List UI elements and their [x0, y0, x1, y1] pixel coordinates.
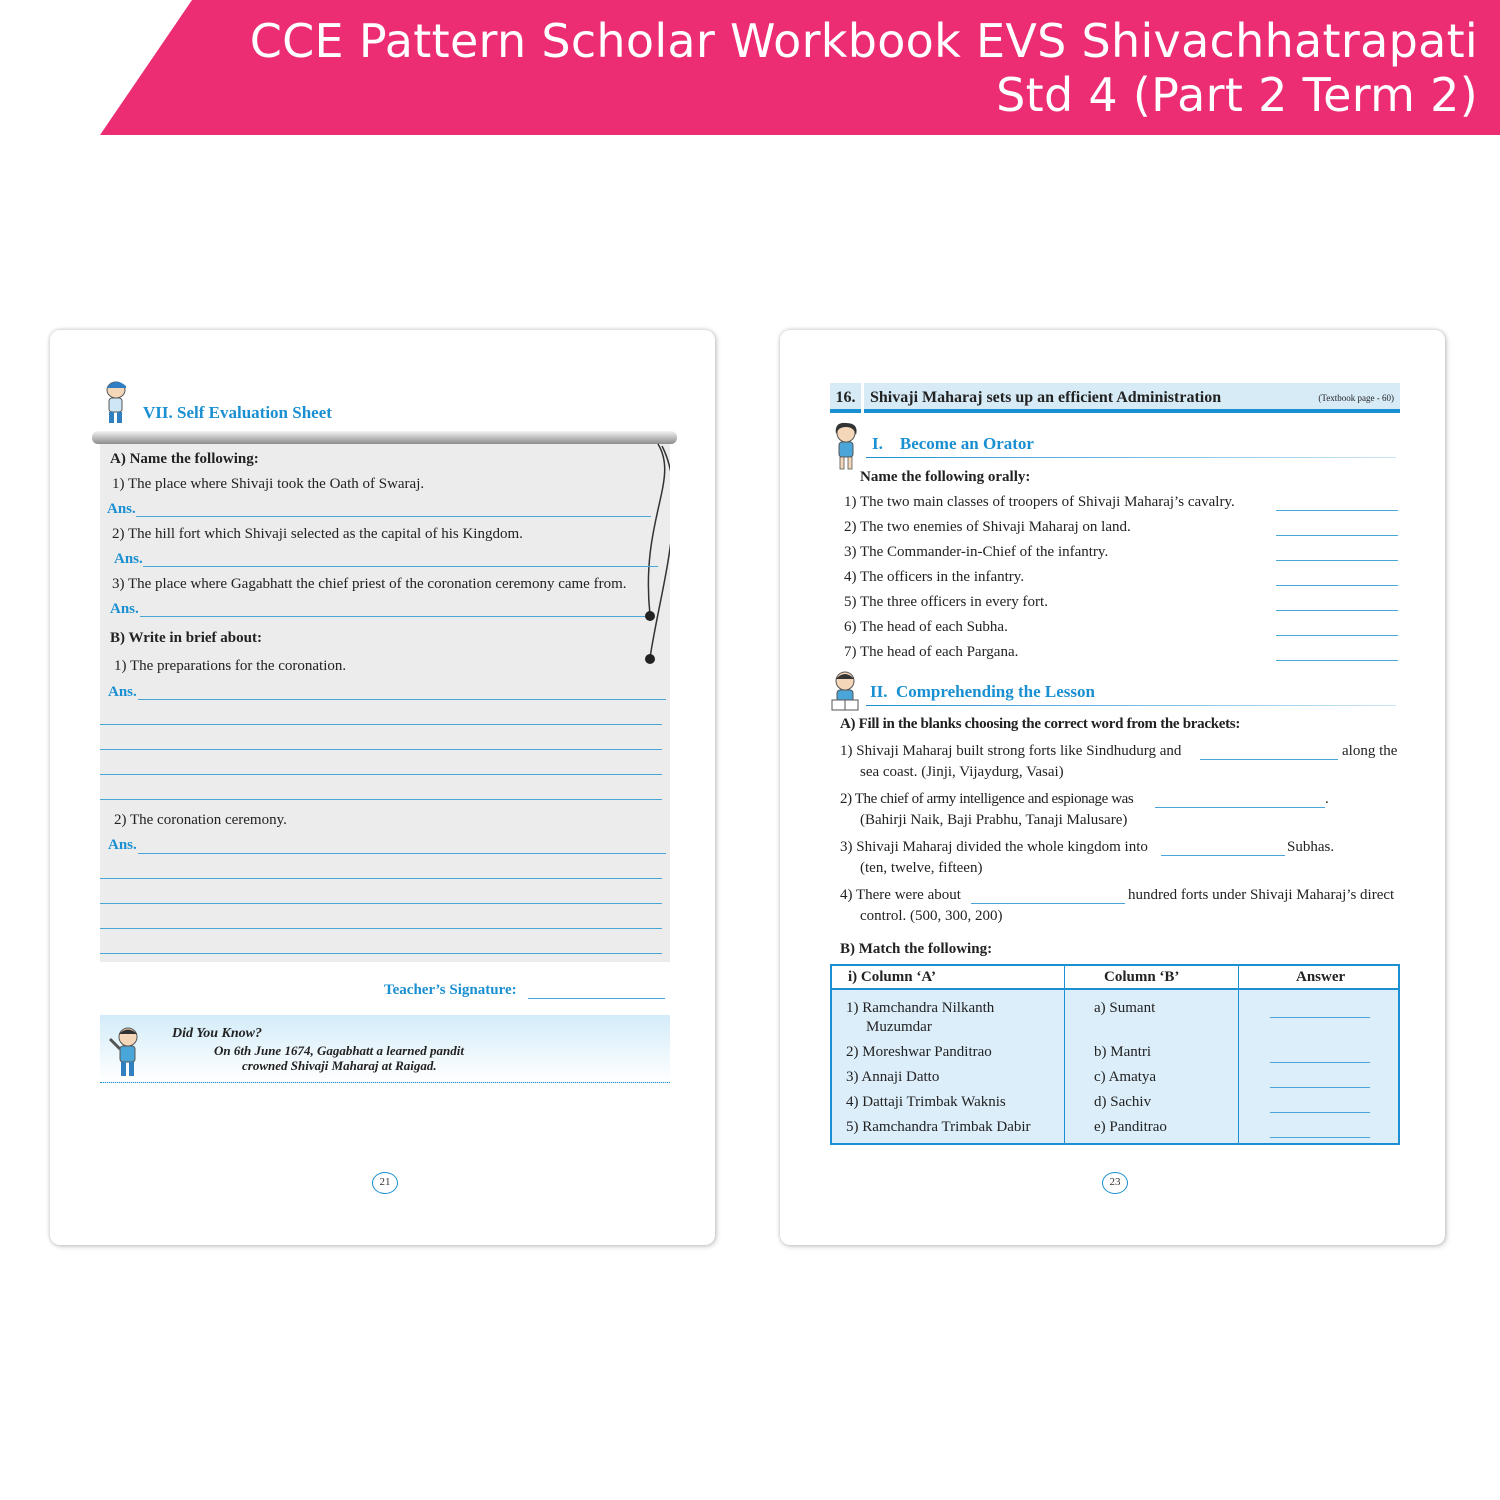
workbook-page-23: [780, 330, 1445, 1245]
match-table-header: [832, 966, 1398, 990]
fill-question-options: sea coast. (Jinji, Vijaydurg, Vasai): [860, 764, 1064, 780]
section-number: VII.: [143, 403, 173, 422]
section-underline: [866, 457, 1396, 458]
table-divider: [1238, 966, 1239, 1143]
answer-line[interactable]: [136, 516, 651, 517]
section-number: I.: [872, 434, 883, 453]
ans-label: Ans.: [107, 501, 136, 517]
question-item: 2) The coronation ceremony.: [114, 812, 287, 828]
answer-line[interactable]: [1276, 560, 1398, 561]
answer-line[interactable]: [100, 878, 662, 879]
title-banner: [0, 0, 1500, 135]
fill-blank[interactable]: [1155, 807, 1325, 808]
signature-line[interactable]: [528, 998, 665, 999]
write-brief-heading: B) Write in brief about:: [110, 630, 262, 646]
column-b-item: e) Panditrao: [1094, 1119, 1167, 1135]
fill-question-options: control. (500, 300, 200): [860, 908, 1003, 924]
section-number: II.: [870, 682, 888, 701]
boy-reading-icon: [828, 670, 862, 714]
scroll-string-decoration: [610, 440, 670, 670]
oral-question: 1) The two main classes of troopers of Shivaji Maharaj’s cavalry.: [844, 494, 1235, 510]
answer-line[interactable]: [100, 724, 662, 725]
ans-label: Ans.: [114, 551, 143, 567]
section-title: Comprehending the Lesson: [895, 682, 1095, 701]
match-table: [830, 964, 1400, 1145]
column-b-item: c) Amatya: [1094, 1069, 1157, 1085]
ans-label: Ans.: [108, 837, 137, 853]
section-title: Self Evaluation Sheet: [177, 403, 332, 422]
fill-question: 1) Shivaji Maharaj built strong forts like Sindhudurg and: [840, 743, 1182, 759]
fill-question: 4) There were about: [840, 887, 961, 903]
banner-title-line2: Std 4 (Part 2 Term 2): [996, 68, 1478, 122]
answer-line[interactable]: [100, 928, 662, 929]
chapter-heading: [830, 383, 1400, 413]
name-orally-heading: Name the following orally:: [860, 469, 1031, 485]
did-you-know-box: [100, 1015, 670, 1083]
answer-blank[interactable]: [1270, 1017, 1370, 1018]
fill-question: .: [1325, 791, 1329, 807]
fill-question: Subhas.: [1287, 839, 1335, 855]
textbook-page-ref: (Textbook page - 60): [1318, 393, 1394, 403]
answer-line[interactable]: [143, 566, 658, 567]
answer-line[interactable]: [100, 774, 662, 775]
answer-line[interactable]: [140, 616, 645, 617]
match-heading: B) Match the following:: [840, 941, 993, 957]
answer-line[interactable]: [1276, 585, 1398, 586]
page-number: 23: [1102, 1172, 1128, 1194]
oral-question: 3) The Commander-in-Chief of the infantry.: [844, 544, 1109, 560]
section-heading: [870, 682, 1095, 702]
did-you-know-title: Did You Know?: [172, 1026, 262, 1041]
did-you-know-text: On 6th June 1674, Gagabhatt a learned pandit: [214, 1043, 464, 1058]
answer-line[interactable]: [100, 953, 662, 954]
answer-line[interactable]: [1276, 610, 1398, 611]
column-a-item: 5) Ramchandra Trimbak Dabir: [846, 1119, 1031, 1135]
question-item: 3) The place where Gagabhatt the chief priest of the coronation ceremony came from.: [112, 576, 627, 592]
ans-label: Ans.: [108, 684, 137, 700]
column-a-item: 2) Moreshwar Panditrao: [846, 1044, 992, 1060]
oral-question: 6) The head of each Subha.: [844, 619, 1008, 635]
fill-question: 3) Shivaji Maharaj divided the whole kingdom into: [840, 839, 1148, 855]
oral-question: 7) The head of each Pargana.: [844, 644, 1019, 660]
scroll-rod: [92, 431, 677, 444]
ans-label: Ans.: [110, 601, 139, 617]
did-you-know-text: crowned Shivaji Maharaj at Raigad.: [242, 1058, 437, 1073]
name-following-heading: A) Name the following:: [110, 451, 259, 467]
fill-blanks-heading: A) Fill in the blanks choosing the correct word from the brackets:: [840, 716, 1241, 732]
column-a-item: 3) Annaji Datto: [846, 1069, 940, 1085]
column-b-item: d) Sachiv: [1094, 1094, 1152, 1110]
column-b-item: a) Sumant: [1094, 1000, 1156, 1016]
oral-question: 2) The two enemies of Shivaji Maharaj on land.: [844, 519, 1131, 535]
answer-blank[interactable]: [1270, 1137, 1370, 1138]
fill-question: hundred forts under Shivaji Maharaj’s direct: [1128, 887, 1395, 903]
girl-speaking-icon: [830, 422, 862, 472]
column-a-header: i) Column ‘A’: [848, 969, 937, 985]
answer-line[interactable]: [100, 799, 662, 800]
teacher-signature-label: Teacher’s Signature:: [384, 982, 517, 998]
column-a-item: 4) Dattaji Trimbak Waknis: [846, 1094, 1006, 1110]
section-heading: [143, 403, 332, 423]
answer-line[interactable]: [1276, 660, 1398, 661]
fill-blank[interactable]: [1200, 759, 1338, 760]
answer-line[interactable]: [1276, 510, 1398, 511]
banner-title: [250, 14, 1478, 122]
answer-line[interactable]: [1276, 535, 1398, 536]
answer-blank[interactable]: [1270, 1087, 1370, 1088]
answer-line[interactable]: [138, 853, 666, 854]
answer-line[interactable]: [138, 699, 666, 700]
boy-thinking-icon: [104, 1025, 144, 1081]
fill-question: 2) The chief of army intelligence and espionage was: [840, 791, 1134, 807]
oral-question: 5) The three officers in every fort.: [844, 594, 1048, 610]
answer-blank[interactable]: [1270, 1062, 1370, 1063]
section-title: Become an Orator: [899, 434, 1034, 453]
scroll-background: [100, 432, 670, 962]
answer-line[interactable]: [100, 903, 662, 904]
column-b-item: b) Mantri: [1094, 1044, 1152, 1060]
fill-blank[interactable]: [1161, 855, 1285, 856]
page-number: 21: [372, 1172, 398, 1194]
question-item: 2) The hill fort which Shivaji selected as the capital of his Kingdom.: [112, 526, 523, 542]
table-divider: [1064, 966, 1065, 1143]
question-item: 1) The preparations for the coronation.: [114, 658, 347, 674]
section-heading: [872, 434, 1034, 454]
banner-title-line1: CCE Pattern Scholar Workbook EVS Shivachhatrapati: [249, 14, 1478, 68]
fill-question-options: (ten, twelve, fifteen): [860, 860, 983, 876]
chapter-number: 16.: [830, 383, 864, 413]
answer-line[interactable]: [1276, 635, 1398, 636]
section-underline: [866, 705, 1396, 706]
column-a-item: 1) Ramchandra Nilkanth: [846, 1000, 995, 1016]
answer-header: Answer: [1296, 969, 1346, 985]
oral-question: 4) The officers in the infantry.: [844, 569, 1025, 585]
fill-question-options: (Bahirji Naik, Baji Prabhu, Tanaji Malusare): [860, 812, 1128, 828]
column-a-item: Muzumdar: [866, 1019, 932, 1035]
workbook-page-21: [50, 330, 715, 1245]
answer-line[interactable]: [100, 749, 662, 750]
column-b-header: Column ‘B’: [1104, 969, 1180, 985]
question-item: 1) The place where Shivaji took the Oath of Swaraj.: [112, 476, 425, 492]
answer-blank[interactable]: [1270, 1112, 1370, 1113]
match-table-body: [832, 990, 1398, 1143]
boy-mascot-icon: [100, 380, 130, 426]
chapter-title: Shivaji Maharaj sets up an efficient Administration: [870, 389, 1222, 406]
fill-blank[interactable]: [971, 903, 1125, 904]
fill-question: along the: [1342, 743, 1398, 759]
